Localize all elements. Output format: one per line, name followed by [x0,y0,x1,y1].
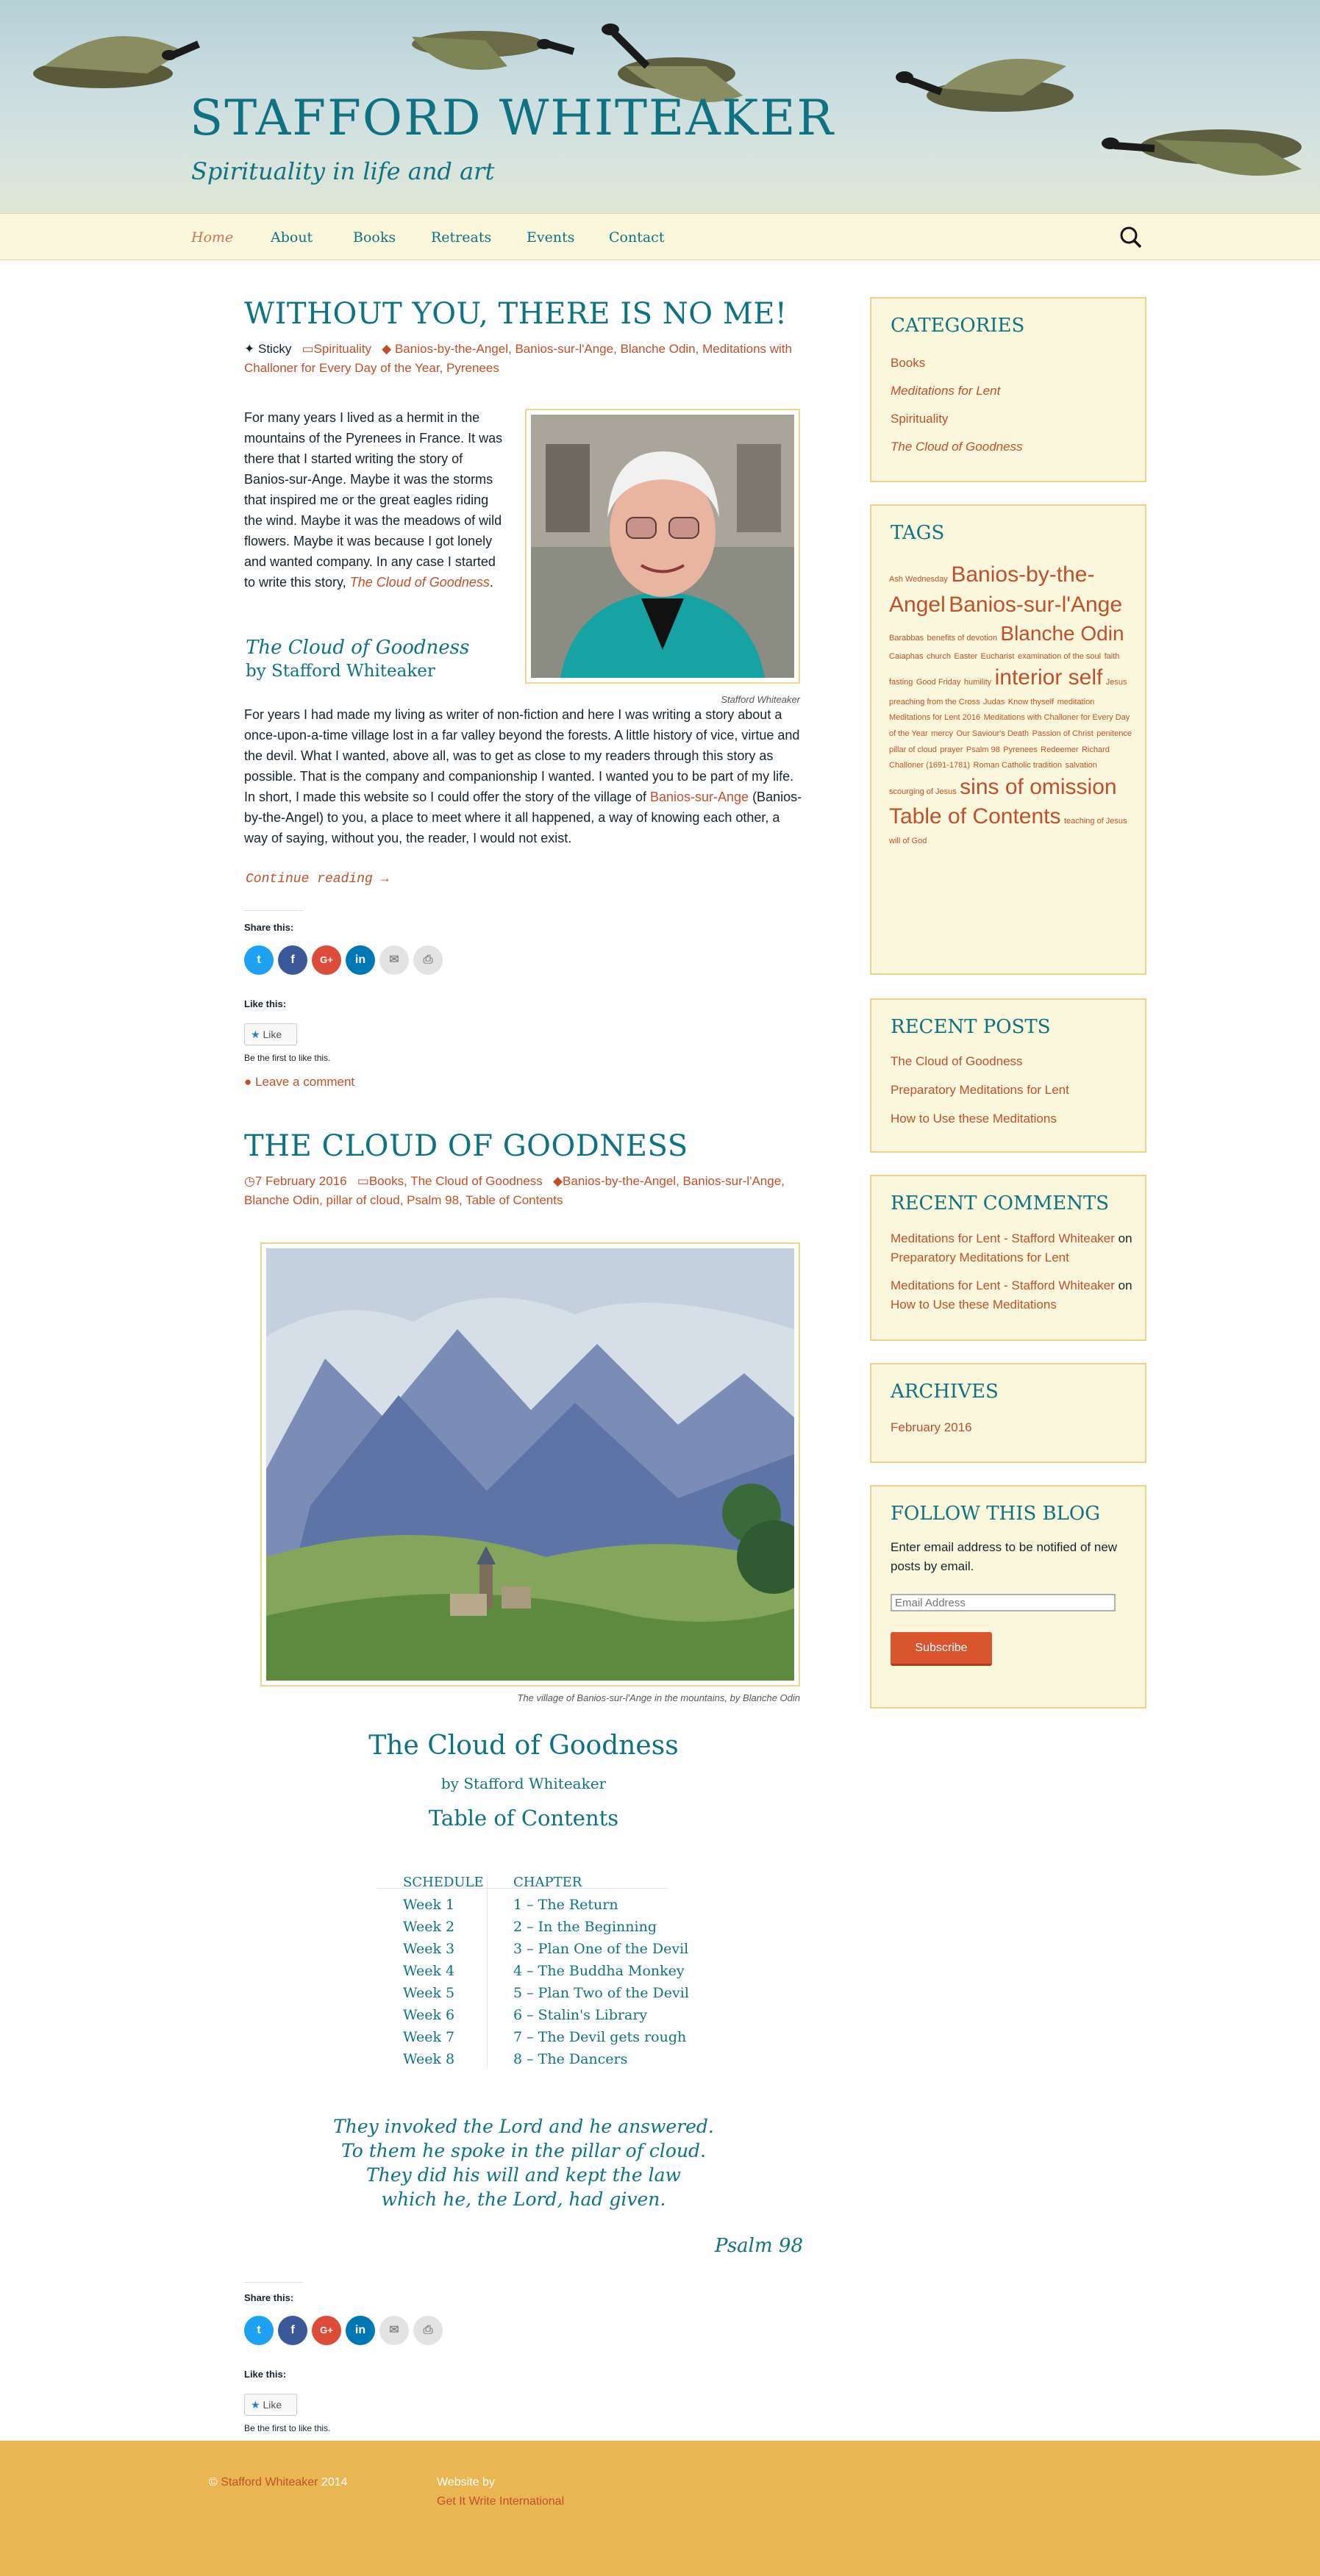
goose-image [0,22,206,103]
intro-link[interactable]: The Cloud of Goodness [349,575,490,590]
share-title: Share this: [244,2292,294,2303]
leave-comment-label: Leave a comment [255,1075,355,1089]
goose-image [360,0,581,81]
facebook-share-icon[interactable]: f [278,945,307,975]
twitter-share-icon[interactable]: t [244,2316,274,2345]
painting-caption: The village of Banios-sur-l'Ange in the mountains, by Blanche Odin [517,1692,800,1703]
email-share-icon[interactable]: ✉ [379,2316,409,2345]
twitter-share-icon[interactable]: t [244,945,274,975]
verse-line: which he, the Lord, had given. [381,2189,666,2210]
tag-link[interactable]: Meditations for Lent 2016 [889,713,981,723]
goose-image [1081,88,1320,198]
leave-comment-link[interactable] [244,1075,354,1090]
tag-link[interactable]: Table of Contents [465,1193,563,1207]
tag-link[interactable]: meditation [1057,697,1095,706]
widget-title: CATEGORIES [891,315,1025,337]
photo-caption: Stafford Whiteaker [721,694,800,705]
tag-link[interactable]: Table of Contents [889,804,1061,829]
toc-chapter: 3 – Plan One of the Devil [513,1941,689,1957]
recent-comments-widget [870,1175,1146,1341]
verse-line: They did his will and kept the law [366,2164,681,2186]
nav-about[interactable]: About [271,229,313,246]
share-title: Share this: [244,922,294,933]
widget-title: RECENT COMMENTS [891,1192,1110,1214]
psalm-verse [244,2114,803,2211]
tag-link[interactable]: Roman Catholic tradition [973,761,1062,770]
follow-blog-widget [870,1485,1146,1709]
google-share-icon[interactable]: G+ [312,2316,341,2345]
book-title: The Cloud of Goodness [246,637,470,659]
category-link[interactable]: Spirituality [891,412,949,426]
tag-link[interactable]: church [926,651,951,661]
site-tagline: Spirituality in life and art [191,157,495,185]
intro-text: For many years I lived as a hermit in the mountains of the Pyrenees in France. It was there that I started writing the story of Banios-sur-Ange. Maybe it was the storms that inspired me or the great eagles riding the wind. Maybe it was the meadows of wild flowers. Maybe it was because I got lonely and wanted company. In any case I started to write this story, [244,410,503,590]
comment-post-link[interactable]: Preparatory Meditations for Lent [891,1251,1069,1264]
comment-on: on [1118,1278,1132,1292]
post-intro: For many years I lived as a hermit in the mountains of the Pyrenees in France. It was there that I started writing the story of Banios-sur-Ange. Maybe it was the storms that inspired me or the great eagles riding the wind. Maybe it was the meadows of wild flowers. Maybe it was because I got lonely and wanted company. In any case I started to write this story, The Cloud of Goodness. [244,410,503,590]
tag-link[interactable]: penitence [1096,729,1132,739]
like-label: Like [263,1028,282,1040]
tag-link[interactable]: Meditations with Challoner for Every Day of the Year [244,342,792,375]
divider [244,910,303,911]
painting-frame [260,1242,800,1686]
like-button[interactable] [244,2394,297,2416]
mountain-painting [266,1248,794,1681]
tag-link[interactable]: Blanche Odin [244,1193,320,1207]
toc-chapter: 8 – The Dancers [513,2051,628,2067]
tag-link[interactable]: fasting [889,678,913,687]
folder-icon: ▭ [302,342,314,356]
tag-link[interactable]: benefits of devotion [927,634,997,643]
tag-link[interactable]: mercy [931,729,954,739]
nav-retreats[interactable]: Retreats [431,229,492,246]
tag-link[interactable]: Banios-by-the-Angel [563,1174,677,1188]
post-meta: ◷7 February 2016 ▭Books, The Cloud of Goodness ◆Banios-by-the-Angel, Banios-sur-l'Ange, Blanche Odin, pillar of cloud, Psalm 98, Table of Contents [244,1174,785,1207]
divider [487,1875,488,2067]
facebook-share-icon[interactable]: f [278,2316,307,2345]
recent-post-link[interactable]: Preparatory Meditations for Lent [891,1083,1069,1097]
toc-chapter: 5 – Plan Two of the Devil [513,1985,689,2001]
like-label: Like [263,2399,282,2411]
tag-link[interactable]: salvation [1065,761,1097,770]
tag-link[interactable]: Banios-sur-l'Ange [515,342,614,356]
recent-posts-widget [870,998,1146,1153]
post-body [244,704,803,848]
like-title: Like this: [244,2369,287,2380]
toc-chapter: 4 – The Buddha Monkey [513,1963,685,1979]
tag-link[interactable]: Pyrenees [446,361,499,375]
comment-author-link[interactable]: Meditations for Lent - Stafford Whiteaker [891,1231,1115,1245]
toc-week: Week 5 [403,1985,455,2001]
print-share-icon[interactable]: ⎙ [413,945,443,975]
divider [244,2282,303,2283]
linkedin-share-icon[interactable]: in [346,2316,375,2345]
tag-link[interactable]: Psalm 98 [407,1193,460,1207]
nav-contact[interactable]: Contact [609,229,665,246]
widget-title: RECENT POSTS [891,1016,1051,1038]
toc-week: Week 8 [403,2051,455,2067]
body-text: For years I had made my living as writer of non-fiction and here I was writing a story about a once-upon-a-time village lost in a far valley beyond the forests. A little history of vice, virtue and the devil. What I wanted, above all, was to get as close to my readers through this story as possible. That is the company and companionship I wanted. I wanted you to be part of my life. In short, I made this website so I could offer the story of the village of [244,707,800,804]
author-photo-frame [525,409,800,684]
agency-link[interactable]: Get It Write International [437,2495,565,2508]
toc-week: Week 4 [403,1963,455,1979]
category-link[interactable]: Books [891,356,926,370]
categories-widget [870,297,1146,482]
toc-chapter: 1 – The Return [513,1897,618,1913]
tag-link[interactable]: pillar of cloud [326,1193,400,1207]
archives-widget [870,1363,1146,1463]
toc-week: Week 2 [403,1919,455,1935]
archive-link[interactable]: February 2016 [891,1420,972,1434]
tag-link[interactable]: Good Friday [916,678,961,687]
toc-chapter: 7 – The Devil gets rough [513,2029,687,2045]
tag-link[interactable]: Pyrenees [1003,745,1038,754]
tag-link[interactable]: Judas [982,697,1005,706]
nav-home[interactable]: Home [191,229,234,246]
post-date[interactable]: 7 February 2016 [254,1174,347,1188]
author-photo [531,415,794,678]
tag-link[interactable]: Ash Wednesday [889,575,948,584]
site-header [0,0,1320,213]
copyright [209,2476,348,2489]
tag-link[interactable]: teaching of Jesus [1063,817,1127,826]
like-note: Be the first to like this. [244,2423,331,2433]
sticky-icon: ✦ [244,342,255,356]
toc-chapter: 6 – Stalin's Library [513,2007,648,2023]
website-by-label: Website by [437,2476,495,2489]
recent-comment [891,1229,1133,1267]
tag-link[interactable]: Banios-by-the-Angel [889,562,1095,617]
tag-link[interactable]: Passion of Christ [1032,729,1094,739]
tag-link[interactable]: Know thyself [1007,697,1055,706]
tag-link[interactable]: Our Saviour's Death [956,729,1030,739]
toc-week: Week 7 [403,2029,455,2045]
tag-link[interactable]: Blanche Odin [620,342,696,356]
tag-link[interactable]: Meditations with Challoner for Every Day of the Year [889,713,1130,739]
category-link[interactable]: The Cloud of Goodness [410,1174,543,1188]
recent-comment [891,1276,1133,1314]
toc-week: Week 3 [403,1941,455,1957]
post-title[interactable]: WITHOUT YOU, THERE IS NO ME! [244,297,788,331]
tag-link[interactable]: interior self [994,665,1103,690]
star-icon: ★ [251,2399,260,2411]
copyright-link[interactable]: Stafford Whiteaker [221,2476,318,2489]
book-byline: by Stafford Whiteaker [246,662,435,681]
recent-post-link[interactable]: The Cloud of Goodness [891,1054,1023,1068]
tag-link[interactable]: Eucharist [980,651,1015,661]
follow-description: Enter email address to be notified of new posts by email. [891,1540,1118,1573]
like-title: Like this: [244,998,287,1009]
tags-widget [870,504,1146,975]
widget-title: FOLLOW THIS BLOG [891,1503,1101,1525]
toc-chapter: 2 – In the Beginning [513,1919,657,1935]
tag-link[interactable]: Redeemer [1041,745,1079,754]
body-link[interactable]: Banios-sur-Ange [649,790,749,804]
tag-link[interactable]: Psalm 98 [966,745,1000,754]
category-link[interactable]: The Cloud of Goodness [891,440,1023,454]
nav-books[interactable]: Books [353,229,396,246]
tag-link[interactable]: Easter [954,651,978,661]
copyright-symbol: © [209,2476,218,2489]
toc-header-chapter: CHAPTER [513,1875,582,1890]
comment-author-link[interactable]: Meditations for Lent - Stafford Whiteaker [891,1278,1115,1292]
widget-title: TAGS [891,522,945,544]
tag-link[interactable]: Banios-sur-l'Ange [949,592,1123,617]
tag-link[interactable]: Banios-sur-l'Ange [682,1174,782,1188]
book-byline: by Stafford Whiteaker [440,1775,607,1792]
tag-link[interactable]: Banios-by-the-Angel [394,342,508,356]
email-input[interactable] [891,1594,1116,1611]
psalm-reference: Psalm 98 [715,2235,803,2257]
subscribe-button[interactable]: Subscribe [891,1632,992,1666]
clock-icon: ◷ [244,1174,255,1188]
category-link[interactable]: Spirituality [313,342,371,356]
comment-on: on [1118,1231,1132,1245]
tag-link[interactable]: prayer [940,745,963,754]
tag-link[interactable]: examination of the soul [1017,651,1102,661]
print-share-icon[interactable]: ⎙ [413,2316,443,2345]
toc-week: Week 6 [403,2007,455,2023]
recent-post-link[interactable]: How to Use these Meditations [891,1112,1057,1126]
tag-link[interactable]: sins of omission [960,774,1117,799]
tag-link[interactable]: Blanche Odin [1000,622,1124,645]
like-button[interactable] [244,1023,297,1045]
tag-link[interactable]: faith [1104,651,1120,661]
email-share-icon[interactable]: ✉ [379,945,409,975]
verse-line: They invoked the Lord and he answered. [333,2116,714,2137]
tag-icon: ◆ [552,1174,563,1188]
tag-link[interactable]: humility [963,678,992,687]
post-meta: ✦ Sticky ▭Spirituality ◆ Banios-by-the-Angel, Banios-sur-l'Ange, Blanche Odin, Meditations with Challoner for Every Day of the Year, Pyrenees [244,342,792,375]
site-title[interactable]: STAFFORD WHITEAKER [190,90,835,146]
main-navigation [0,213,1320,260]
copyright-year: 2014 [321,2476,348,2489]
toc-week: Week 1 [403,1897,455,1913]
widget-title: ARCHIVES [891,1381,999,1403]
tag-link[interactable]: Caiaphas [889,651,924,661]
category-link[interactable]: Books [368,1174,404,1188]
folder-icon: ▭ [357,1174,369,1188]
linkedin-share-icon[interactable]: in [346,945,375,975]
comment-icon: ● [244,1075,252,1089]
continue-reading-link[interactable]: Continue reading → [246,872,389,887]
comment-post-link[interactable]: How to Use these Meditations [891,1298,1057,1312]
tag-cloud [889,560,1132,848]
book-title: The Cloud of Goodness [368,1731,679,1761]
verse-line: To them he spoke in the pillar of cloud. [340,2140,707,2161]
tag-link[interactable]: Barabbas [889,634,924,643]
tag-link[interactable]: pillar of cloud [889,745,937,754]
post-title[interactable]: THE CLOUD OF GOODNESS [244,1129,688,1163]
toc-title: Table of Contents [428,1806,619,1831]
site-footer [0,2441,1320,2576]
tag-link[interactable]: Richard Challoner (1691-1781) [889,745,1110,770]
tag-link[interactable]: scourging of Jesus [889,787,957,796]
tag-link[interactable]: Jesus preaching from the Cross [889,678,1127,706]
star-icon: ★ [251,1028,260,1040]
like-note: Be the first to like this. [244,1053,331,1063]
nav-events[interactable]: Events [527,229,575,246]
search-icon[interactable] [1116,223,1146,252]
google-share-icon[interactable]: G+ [312,945,341,975]
toc-header-schedule: SCHEDULE [403,1875,484,1890]
tag-link[interactable]: will of God [889,836,927,845]
body-text: (Banios-by-the-Angel) to you, a place to meet where it all happened, a way of knowing each other, a way of saying, without you, the reader, I would not exist. [244,790,802,845]
category-link[interactable]: Meditations for Lent [891,384,1001,398]
tag-icon: ◆ [382,342,392,356]
sticky-label: Sticky [257,342,292,356]
